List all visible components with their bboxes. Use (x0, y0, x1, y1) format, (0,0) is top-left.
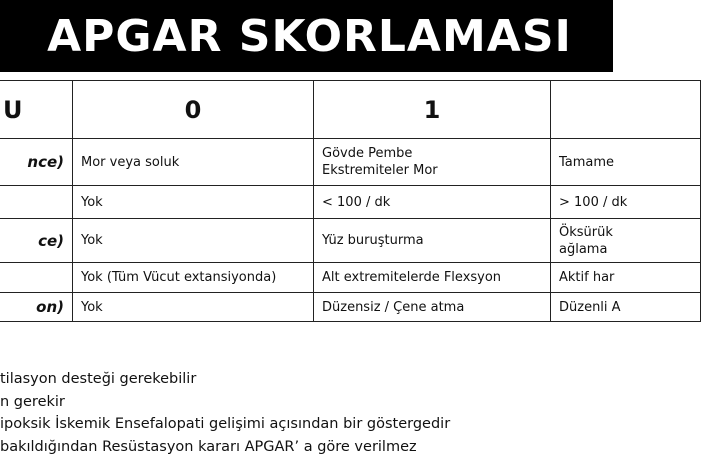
score-2-cell (551, 219, 701, 263)
cell-line: ağlama (559, 241, 608, 257)
header-score-2 (551, 81, 701, 139)
cell-line: < 100 / dk (322, 194, 391, 210)
row-criterion (0, 186, 73, 219)
score-1-cell (314, 293, 551, 322)
score-2-cell (551, 263, 701, 293)
row-criterion: on) (0, 293, 73, 322)
note-line: n gerekir (0, 393, 65, 410)
cell-line: Ekstremiteler Mor (322, 163, 438, 178)
cell-line: Tamame (559, 154, 615, 170)
score-0-cell: Mor veya soluk (73, 139, 314, 186)
table-row (0, 293, 701, 322)
score-1-cell (314, 263, 551, 293)
score-2-cell (551, 139, 701, 186)
apgar-table-container (0, 80, 628, 340)
table-row (0, 219, 701, 263)
score-2-cell (551, 186, 701, 219)
row-criterion: ce) (0, 219, 73, 263)
cell-line: Düzensiz / Çene atma (322, 299, 465, 315)
score-0-cell: Yok (73, 186, 314, 219)
cell-line: Aktif har (559, 270, 615, 285)
cell-line: Öksürük (559, 224, 613, 240)
note-line: ipoksik İskemik Ensefalopati gelişimi açısından bir göstergedir (0, 416, 451, 432)
score-0-cell: Yok (73, 293, 314, 322)
page-title: APGAR SKORLAMASI (47, 10, 572, 62)
cell-line: Gövde Pembe (322, 146, 413, 161)
table-row (0, 139, 701, 186)
notes-section (0, 368, 613, 458)
cell-line: Alt extremitelerde Flexsyon (322, 270, 502, 285)
header-score-1: 1 (314, 81, 551, 139)
score-2-cell (551, 293, 701, 322)
cell-line: Düzenli A (559, 299, 621, 315)
title-banner (0, 0, 613, 72)
row-criterion (0, 263, 73, 293)
table-row (0, 263, 701, 293)
score-0-cell: Yok (Tüm Vücut extansiyonda) (73, 263, 314, 293)
cell-line: Yüz buruşturma (322, 233, 424, 248)
score-1-cell (314, 186, 551, 219)
score-1-cell (314, 219, 551, 263)
row-criterion: nce) (0, 139, 73, 186)
table-row (0, 186, 701, 219)
table-header-row (0, 81, 701, 139)
apgar-table (0, 80, 701, 322)
header-criterion: U (0, 81, 73, 139)
cell-line: > 100 / dk (559, 194, 628, 210)
note-line: tilasyon desteği gerekebilir (0, 371, 197, 387)
score-1-cell (314, 139, 551, 186)
header-score-0: 0 (73, 81, 314, 139)
score-0-cell: Yok (73, 219, 314, 263)
note-line: bakıldığından Resüstasyon kararı APGAR’ a göre verilmez (0, 438, 417, 455)
